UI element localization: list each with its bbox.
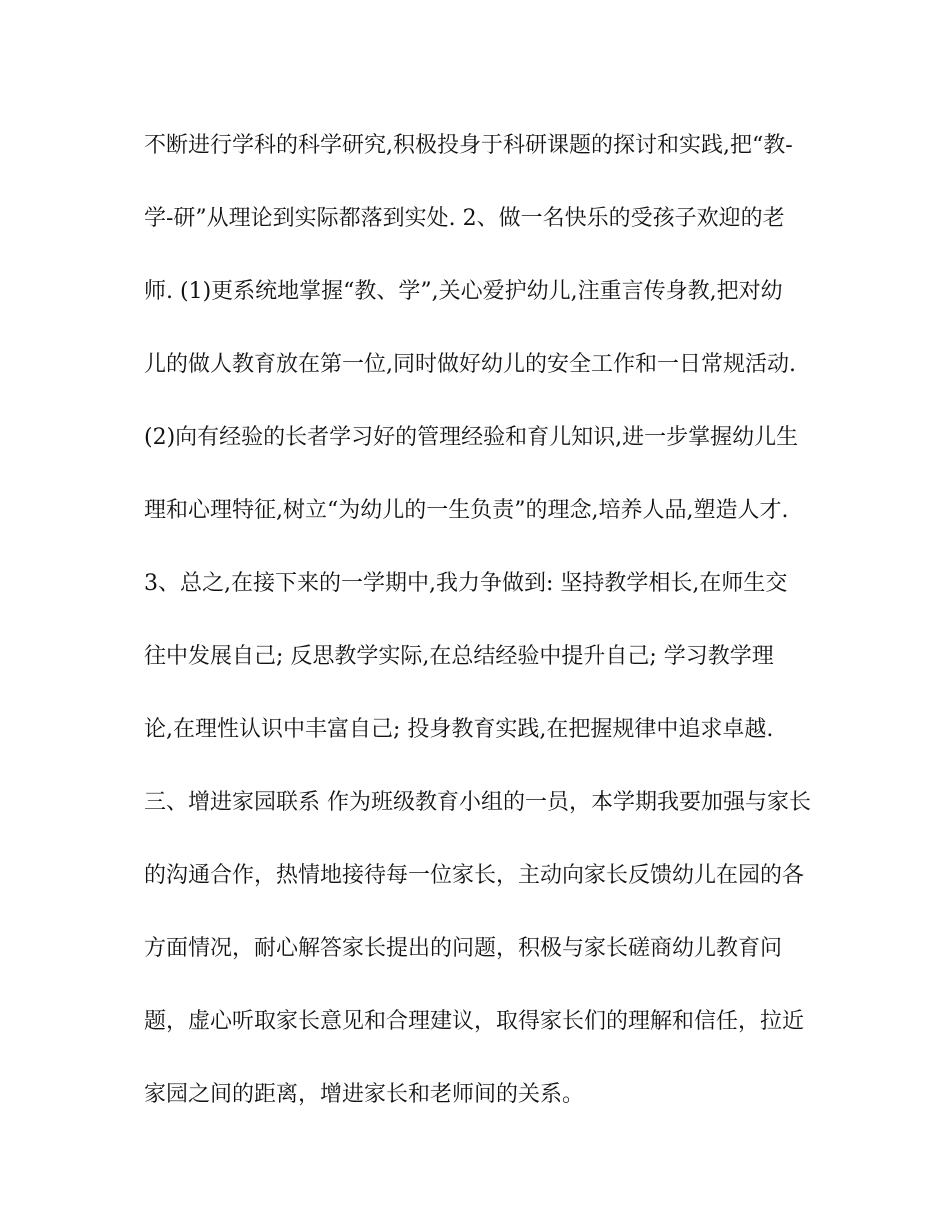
body-text [144,122,824,1144]
text-line-7: 3、总之,在接下来的一学期中,我力争做到: 坚持教学相长,在师生交 [144,571,788,596]
text-line-8: 往中发展自己; 反思教学实际,在总结经验中提升自己; 学习教学理 [144,644,774,669]
text-line-9: 论,在理性认识中丰富自己; 投身教育实践,在把握规律中追求卓越. [144,717,774,742]
text-line-2: 学-研”从理论到实际都落到实处. 2、做一名快乐的受孩子欢迎的老 [144,206,785,231]
text-line-11: 的沟通合作，热情地接待每一位家长，主动向家长反馈幼儿在园的各 [144,863,805,888]
text-line-12: 方面情况，耐心解答家长提出的问题，积极与家长磋商幼儿教育问 [144,936,783,961]
text-line-6: 理和心理特征,树立“为幼儿的一生负责”的理念,培养人品,塑造人才. [144,498,789,523]
text-line-14: 家园之间的距离，增进家长和老师间的关系。 [144,1082,585,1107]
text-line-13: 题，虚心听取家长意见和合理建议，取得家长们的理解和信任，拉近 [144,1009,805,1034]
text-line-1: 不断进行学科的科学研究,积极投身于科研课题的探讨和实践,把“教- [144,133,793,158]
text-line-10: 三、增进家园联系 作为班级教育小组的一员，本学期我要加强与家长 [144,790,811,815]
text-line-3: 师. (1)更系统地掌握“教、学”,关心爱护幼儿,注重言传身教,把对幼 [144,279,783,304]
text-line-4: 儿的做人教育放在第一位,同时做好幼儿的安全工作和一日常规活动. [144,352,796,377]
text-line-5: (2)向有经验的长者学习好的管理经验和育儿知识,进一步掌握幼儿生 [144,425,799,450]
